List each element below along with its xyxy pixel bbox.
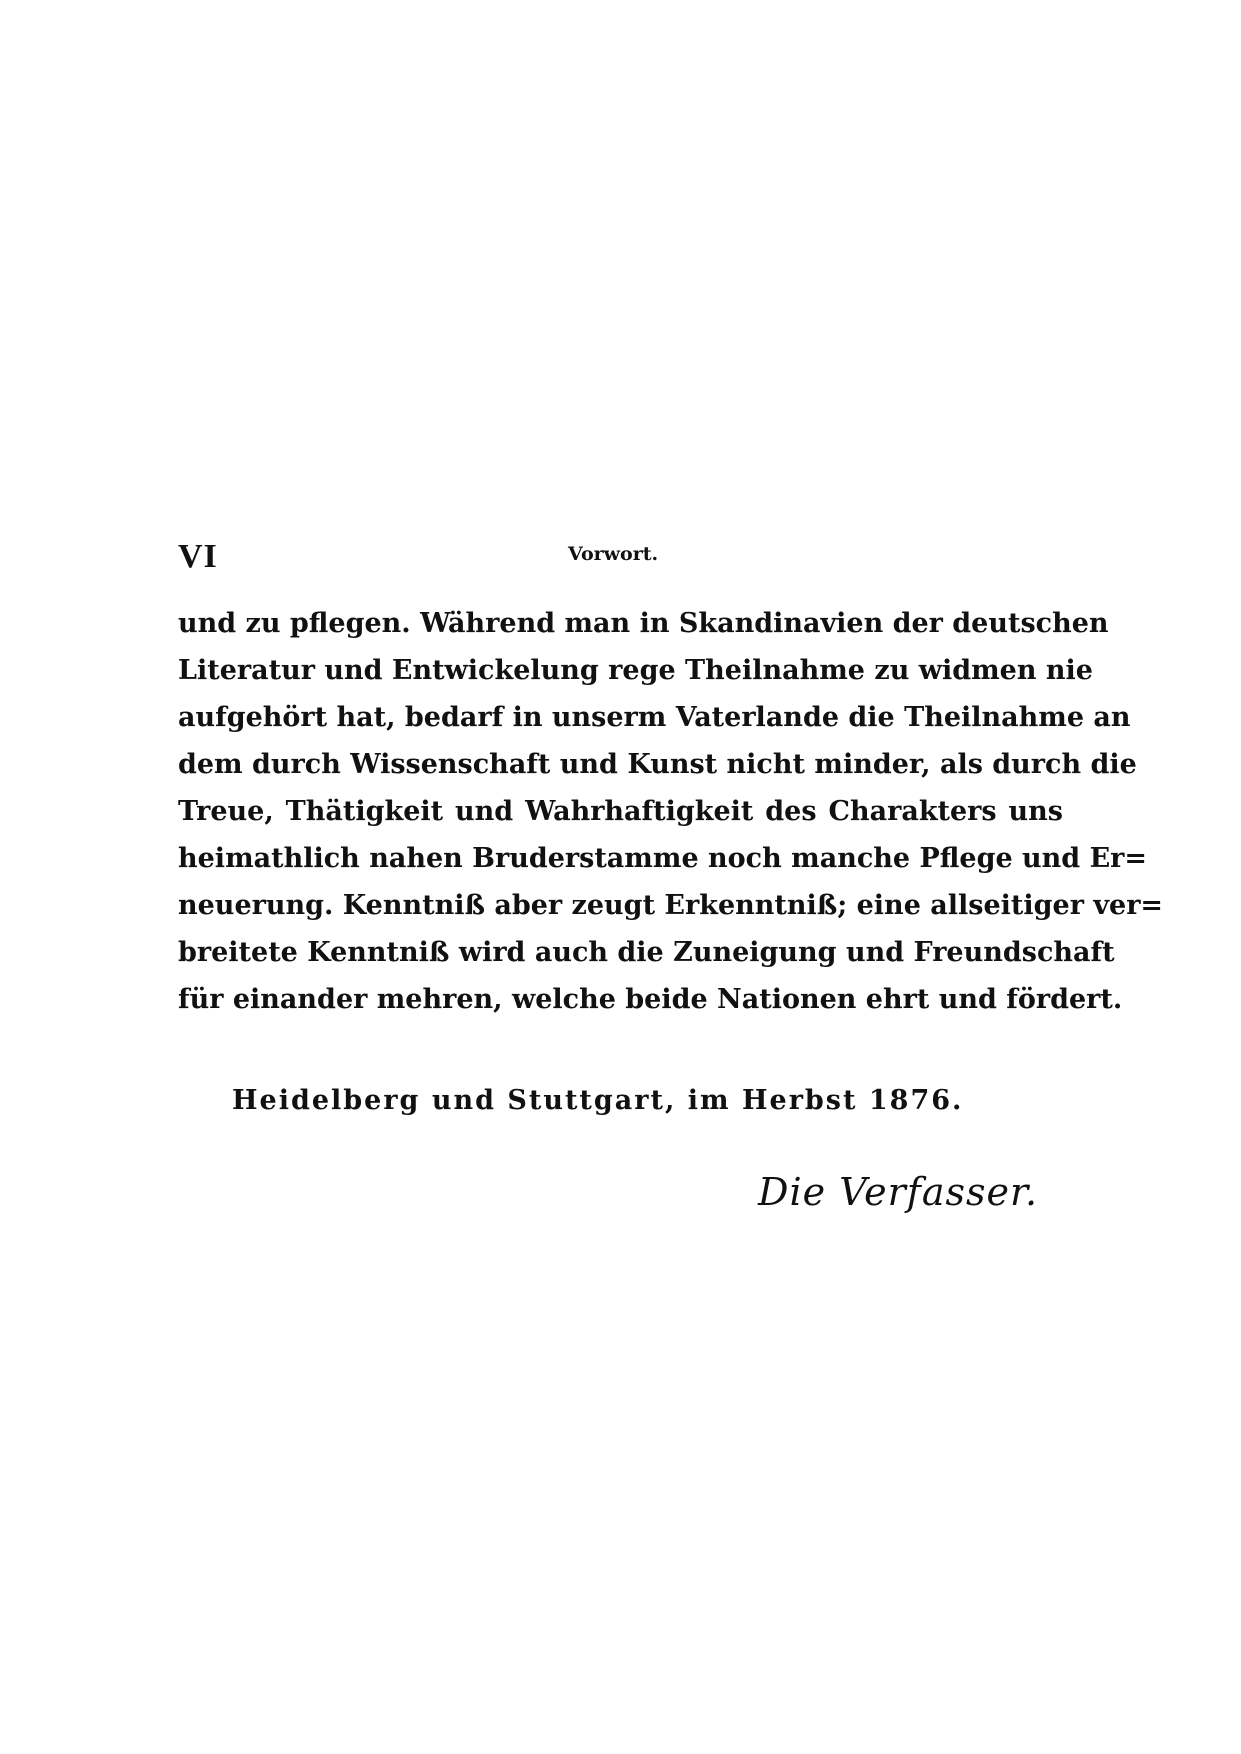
dateline: Heidelberg und Stuttgart, im Herbst 1876. — [232, 1085, 964, 1116]
signature: Die Verfasser. — [758, 1170, 1039, 1214]
text-line: Treue, Thätigkeit und Wahrhaftigkeit des Charakters uns — [178, 796, 1063, 827]
text-line: für einander mehren, welche beide Nationen ehrt und fördert. — [178, 984, 1123, 1015]
text-line: breitete Kenntniß wird auch die Zuneigung und Freundschaft — [178, 937, 1115, 968]
text-line: aufgehört hat, bedarf in unserm Vaterlande die Theilnahme an — [178, 702, 1131, 733]
text-line: Literatur und Entwickelung rege Theilnahme zu widmen nie — [178, 655, 1093, 686]
page-number: VI — [178, 538, 218, 575]
text-line: und zu pflegen. Während man in Skandinavien der deutschen — [178, 608, 1109, 639]
running-head: Vorwort. — [568, 543, 659, 565]
text-line: heimathlich nahen Bruderstamme noch manche Pflege und Er= — [178, 843, 1148, 874]
text-line: dem durch Wissenschaft und Kunst nicht minder, als durch die — [178, 749, 1137, 780]
text-line: neuerung. Kenntniß aber zeugt Erkenntniß; eine allseitiger ver= — [178, 890, 1164, 921]
body-paragraph — [178, 600, 1164, 1023]
